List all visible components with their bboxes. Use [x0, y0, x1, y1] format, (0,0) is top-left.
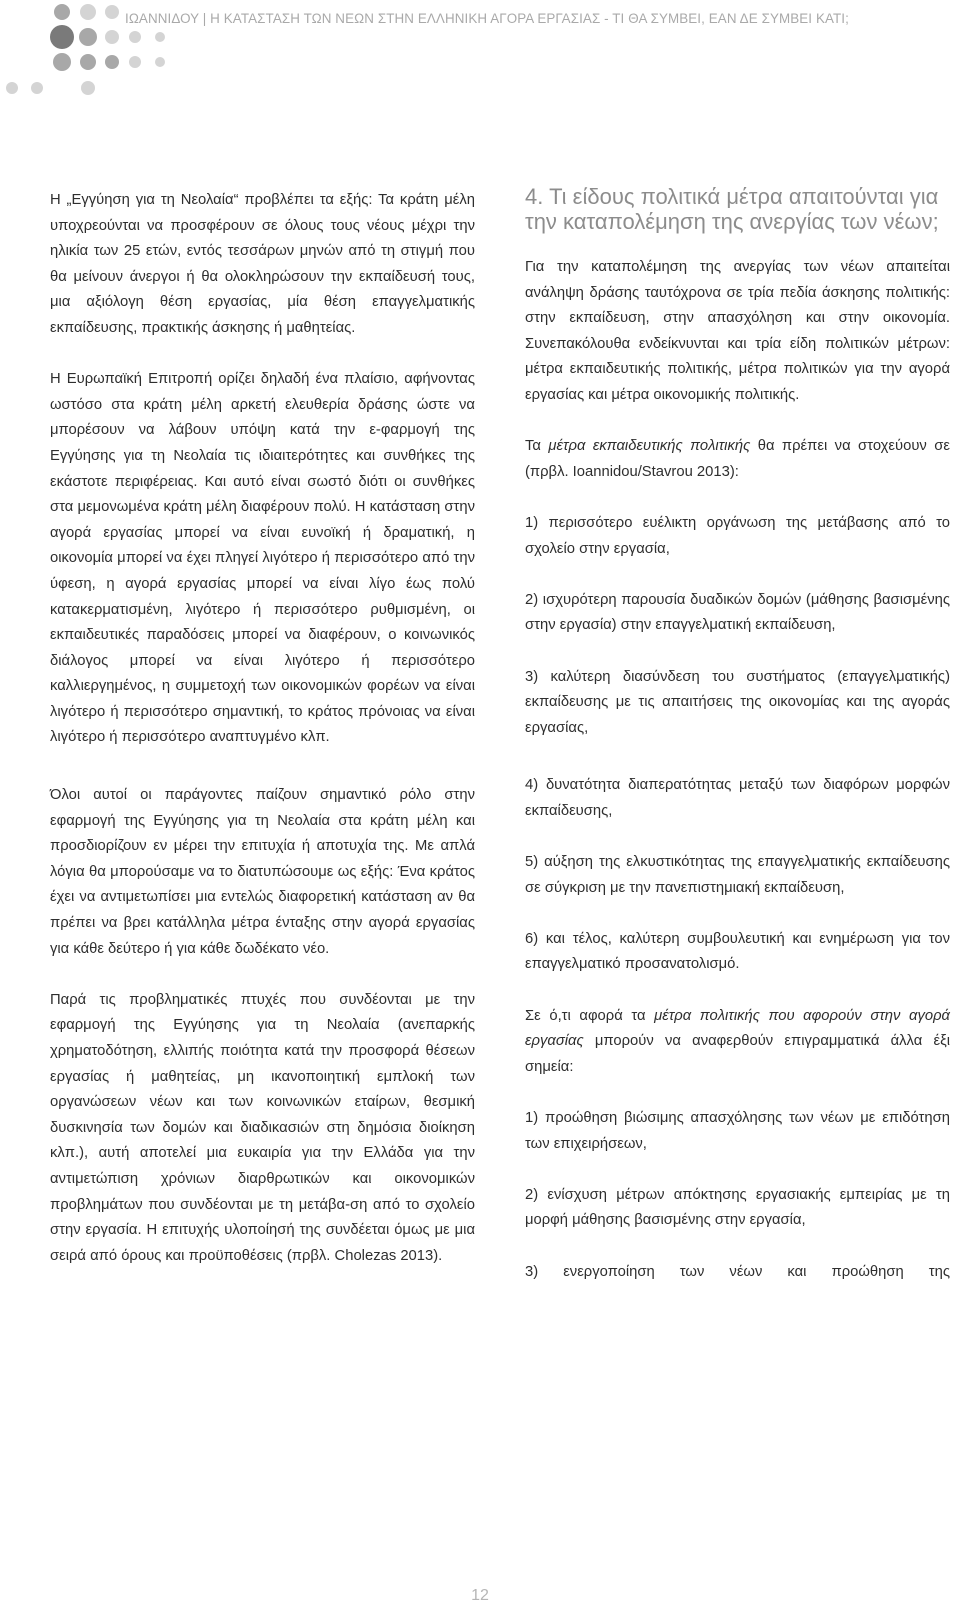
right-column: [525, 184, 950, 1311]
text: Τα: [525, 438, 549, 455]
dot: [81, 81, 95, 95]
dot: [6, 82, 18, 94]
dot: [31, 82, 43, 94]
dot: [129, 31, 141, 43]
text: Σε ό,τι αφορά τα: [525, 1007, 655, 1024]
paragraph-labour-intro: [525, 1004, 950, 1081]
paragraph: Όλοι αυτοί οι παράγοντες παίζουν σημαντικό ρόλο στην εφαρμογή της Εγγύησης για τη Νεολαία στα κράτη μέλη και προσδιορίζουν εν μέρει την επιτυχία ή αποτυχία της. Με απλά λόγια θα μπορούσαμε να το διατυπώσουμε ως εξής: Ένα κράτος έχει να αντιμετωπίσει μια εντελώς διαφορετική κατάσταση αν θα πρέπει να βρει κατάλληλα μέτρα ένταξης στην αγορά εργασίας για κάθε δεύτερο ή για κάθε δωδέκατο νέο.: [50, 787, 475, 957]
paragraph: Η Ευρωπαϊκή Επιτροπή ορίζει δηλαδή ένα πλαίσιο, αφήνοντας ωστόσο στα κράτη μέλη αρκετή ελευθερία δράσης ώστε να μπορέσουν να λάβουν υπόψη κατά την ε-φαρμογή της Εγγύησης για τη Νεολαία τις ιδιαιτερότητες και συνθήκες της εκάστοτε περιφέρειας. Και αυτό είναι σωστό διότι οι συνθήκες στα μεμονωμένα κράτη μέλη διαφέρουν πολύ. Η κατάσταση στην αγορά εργασίας μπορεί να είναι ευνοϊκή ή δραματική, η οικονομία μπορεί να έχει πληγεί λιγότερο ή περισσότερο από την ύφεση, η αγορά εργασίας μπορεί να είναι λίγο έως πολύ κατακερματισμένη, λιγότερο ή περισσότερο ρυθμισμένη, οι εκπαιδευτικές παραδόσεις μπορεί να διαφέρουν, ο κοινωνικός διάλογος μπορεί να είναι λιγότερο ή περισσότερο καλλιεργημένος, η συμμετοχή των οικονομικών φορέων να είναι λιγότερο ή περισσότερο σημαντική, το κράτος πρόνοιας να είναι λιγότερο ή περισσότερο αναπτυγμένο κλπ.: [50, 371, 475, 746]
list-item: 6) και τέλος, καλύτερη συμβουλευτική και ενημέρωση για τον επαγγελματικό προσανατολισμό.: [525, 930, 950, 973]
list-item: 5) αύξηση της ελκυστικότητας της επαγγελματικής εκπαίδευσης σε σύγκριση με την πανεπιστημιακή εκπαίδευση,: [525, 854, 950, 896]
list-item: 2) ενίσχυση μέτρων απόκτησης εργασιακής εμπειρίας με τη μορφή μάθησης βασισμένης στην εργασία,: [525, 1186, 950, 1229]
emphasis: μέτρα πολιτικής που αφορούν στην αγορά εργασίας: [525, 1007, 950, 1050]
dot: [105, 30, 119, 44]
list-item: 4) δυνατότητα διαπερατότητας μεταξύ των διαφόρων μορφών εκπαίδευσης,: [525, 777, 950, 819]
paragraph-education-intro: [525, 434, 950, 485]
page-number: 12: [471, 1587, 489, 1604]
dot: [80, 54, 96, 70]
running-header: ΙΩΑΝΝΙΔΟΥ | Η ΚΑΤΑΣΤΑΣΗ ΤΩΝ ΝΕΩΝ ΣΤΗΝ ΕΛΛΗΝΙΚΗ ΑΓΟΡΑ ΕΡΓΑΣΙΑΣ - ΤΙ ΘΑ ΣΥΜΒΕΙ, ΕΑΝ ΔΕ ΣΥΜΒΕΙ ΚΑΤΙ;: [125, 11, 849, 26]
dot: [155, 32, 165, 42]
list-item: 3) ενεργοποίηση των νέων και προώθηση της: [525, 1263, 950, 1280]
dot: [50, 25, 74, 49]
dot: [129, 56, 141, 68]
dot: [80, 4, 96, 20]
dot: [53, 53, 71, 71]
list-item: 1) περισσότερο ευέλικτη οργάνωση της μετάβασης από το σχολείο στην εργασία,: [525, 514, 950, 557]
dot: [105, 5, 119, 19]
paragraph: Παρά τις προβληματικές πτυχές που συνδέονται με την εφαρμογή της Εγγύησης για τη Νεολαία (ανεπαρκής χρηματοδότηση, ελλιπής ποιότητα κατά την προσφορά θέσεων εργασίας ή μαθητείας, μη ικανοποιητική εμπλοκή των οργανώσεων νέων και των κοινωνικών εταίρων, θεσμική δυσκινησία των δομών και διαδικασιών στη δημόσια διοίκηση κλπ.), αυτή αποτελεί μια ευκαιρία για την Ελλάδα για την αντιμετώπιση χρόνιων διαρθρωτικών και οικονομικών προβλημάτων που συνδέονται με τη μετάβα-ση από το σχολείο στην εργασία. Η επιτυχής υλοποίησή της συνδέεται όμως με μια σειρά από όρους και προϋποθέσεις (πρβλ. Cholezas 2013).: [50, 991, 475, 1264]
paragraph: Για την καταπολέμηση της ανεργίας των νέων απαιτείται ανάληψη δράσης ταυτόχρονα σε τρία πεδία άσκησης πολιτικής: στην εκπαίδευση, στην απασχόληση και στην οικονομία. Συνεπακόλουθα ενδείκνυνται και τρία είδη πολιτικών μέτρων: μέτρα εκπαιδευτικής πολιτικής, μέτρα πολιτικών για την αγορά εργασίας και μέτρα οικονομικής πολιτικής.: [525, 259, 950, 403]
text: θα πρέπει να στοχεύουν σε (πρβλ. Ioannidou/Stavrou 2013):: [525, 438, 950, 480]
paragraph: Η „Εγγύηση για τη Νεολαία“ προβλέπει τα εξής: Τα κράτη μέλη υποχρεούνται να προσφέρουν σε όλους τους νέους μέχρι την ηλικία των 25 ετών, εντός τεσσάρων μηνών από τη στιγμή που θα μείνουν άνεργοι ή θα ολοκληρώσουν την εκπαίδευσή τους, μια αξιόλογη θέση εργασίας, μία θέση επαγγελματικής εκπαίδευσης, πρακτικής άσκησης ή μαθητείας.: [50, 192, 475, 336]
dot: [105, 55, 119, 69]
list-item: 2) ισχυρότερη παρουσία δυαδικών δομών (μάθησης βασισμένης στην εργασία) στην επαγγελματική εκπαίδευση,: [525, 591, 950, 634]
list-item: 3) καλύτερη διασύνδεση του συστήματος (επαγγελματικής) εκπαίδευσης με τις απαιτήσεις της οικονομίας και της αγοράς εργασίας,: [525, 668, 950, 736]
text: μπορούν να αναφερθούν επιγραμματικά άλλα έξι σημεία:: [525, 1033, 950, 1075]
dot: [79, 28, 97, 46]
left-column: [50, 188, 475, 1295]
list-item: 1) προώθηση βιώσιμης απασχόλησης των νέων με επιδότηση των επιχειρήσεων,: [525, 1110, 950, 1152]
section-heading: 4. Τι είδους πολιτικά μέτρα απαιτούνται για την καταπολέμηση της ανεργίας των νέων;: [525, 184, 939, 234]
dot: [155, 57, 165, 67]
dot: [54, 4, 70, 20]
emphasis: μέτρα εκπαιδευτικής πολιτικής: [548, 438, 751, 455]
